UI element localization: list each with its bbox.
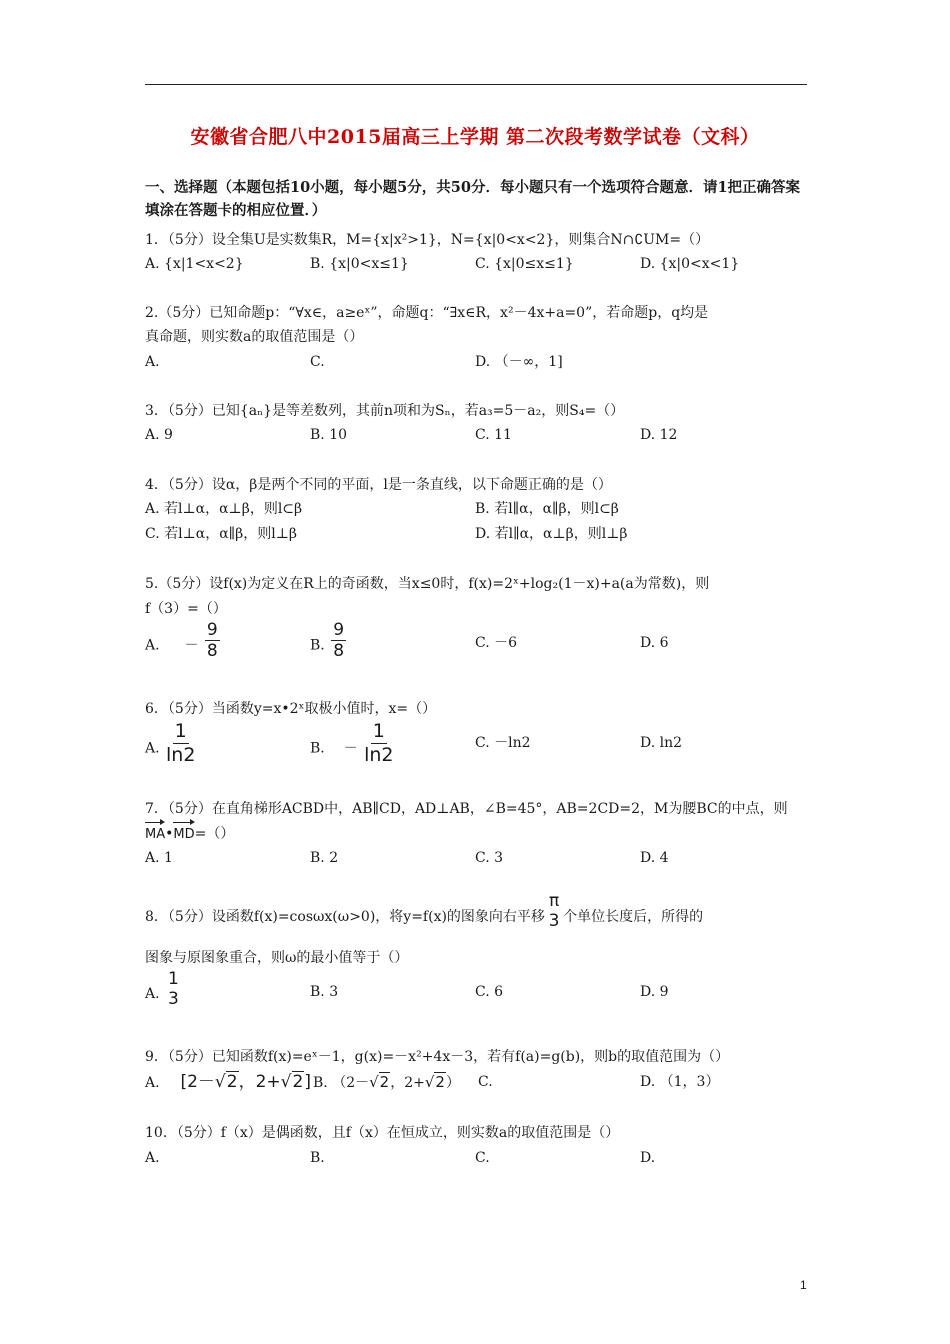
option-label: B. — [310, 740, 325, 757]
interval-b-right: ） — [445, 1075, 460, 1091]
option-a[interactable] — [145, 969, 183, 1009]
option-c[interactable]: C. {x|0≤x≤1} — [475, 256, 574, 272]
option-b[interactable]: B. 3 — [310, 984, 339, 1000]
question-10: 10．（5分）f（x）是偶函数，且f（x）在恒成立，则实数a的取值范围是（） — [145, 1125, 620, 1141]
option-d[interactable]: D. （－∞，1] — [475, 354, 563, 370]
question-6-options — [145, 720, 810, 766]
question-5-line-1: 5.（5分）设f(x)为定义在R上的奇函数，当x≤0时，f(x)=2ˣ+log₂(1－x)+a(a为常数)，则 — [145, 576, 710, 592]
option-b[interactable]: B. 若l∥α，α∥β，则l⊂β — [475, 501, 619, 517]
question-4: 4．（5分）设α，β是两个不同的平面，l是一条直线，以下命题正确的是（） — [145, 477, 612, 493]
fraction-pi-over-3 — [547, 892, 561, 930]
interval-b-mid: ，2+ — [390, 1075, 425, 1091]
numerator: 1 — [372, 720, 385, 742]
option-b[interactable]: B. {x|0<x≤1} — [310, 256, 409, 272]
denominator: 8 — [206, 641, 218, 661]
option-c[interactable]: C. — [475, 1150, 490, 1166]
dot-operator: • — [165, 826, 174, 842]
option-d[interactable]: D. — [640, 1150, 656, 1166]
sqrt-2: √2 — [369, 1073, 390, 1091]
option-c[interactable]: C. 11 — [475, 427, 512, 443]
question-1: 1．（5分）设全集U是实数集R，M={x|x²>1}，N={x|0<x<2}，则集合N∩∁UM=（） — [145, 232, 710, 248]
option-d[interactable]: D. 12 — [640, 427, 678, 443]
option-c[interactable]: C. 6 — [475, 984, 504, 1000]
denominator: 3 — [168, 989, 179, 1009]
option-a[interactable] — [145, 620, 222, 661]
question-2-line-2: 真命题，则实数a的取值范围是（） — [145, 329, 364, 345]
fraction — [166, 721, 195, 766]
question-3-options — [145, 423, 810, 447]
option-b[interactable] — [310, 620, 348, 661]
interval-mid: ，2+ — [238, 1072, 281, 1092]
question-5-options — [145, 620, 810, 661]
denominator: 3 — [548, 911, 560, 931]
numerator: 9 — [206, 620, 218, 640]
numerator: 1 — [174, 720, 187, 742]
numerator: 1 — [168, 969, 179, 989]
question-7-options — [145, 846, 810, 870]
option-a[interactable]: A. — [145, 354, 160, 370]
fraction — [331, 621, 346, 660]
option-a[interactable]: A. 1 — [145, 850, 173, 866]
question-9: 9．（5分）已知函数f(x)=eˣ－1，g(x)=－x²+4x－3，若有f(a)=g(b)，则b的取值范围为（） — [145, 1049, 730, 1065]
question-2-options — [145, 350, 810, 374]
fraction — [205, 621, 220, 660]
option-a[interactable]: A. — [145, 1150, 160, 1166]
question-10-options — [145, 1146, 810, 1170]
option-d[interactable]: D. 4 — [640, 850, 669, 866]
option-b[interactable]: B. 2 — [310, 850, 339, 866]
option-b[interactable]: B. 10 — [310, 427, 348, 443]
question-8-text-b: 个单位长度后，所得的 — [563, 909, 704, 925]
option-d[interactable]: D. （1，3） — [640, 1074, 720, 1090]
interval-b-left: B. （2－ — [313, 1075, 370, 1091]
option-label: A. — [145, 637, 160, 654]
page-title: 安徽省合肥八中2015届高三上学期 第二次段考数学试卷（文科） — [190, 126, 760, 148]
question-7-line-2 — [145, 822, 810, 847]
option-label: A. — [145, 740, 160, 757]
vector-ma: MA — [145, 823, 165, 847]
option-label: A. — [145, 1075, 160, 1091]
option-a[interactable] — [145, 1070, 311, 1095]
option-c[interactable]: C. — [310, 354, 325, 370]
question-4-options-row-1 — [145, 497, 810, 521]
radicand: 2 — [292, 1072, 304, 1092]
question-8-options — [145, 969, 810, 1009]
sqrt-2: √2 — [424, 1073, 445, 1091]
question-8-text-a: 8．（5分）设函数f(x)=cosωx(ω>0)，将y=f(x)的图象向右平移 — [145, 909, 545, 925]
numerator: 9 — [333, 620, 345, 640]
question-2-line-1: 2.（5分）已知命题p：“∀x∈，a≥eˣ”，命题q：“∃x∈R，x²－4x+a=0”，若命题p，q均是 — [145, 305, 709, 321]
radicand: 2 — [435, 1073, 445, 1091]
section-heading: 一、选择题（本题包括10小题，每小题5分，共50分．每小题只有一个选项符合题意．请1把正确答案填涂在答题卡的相应位置．） — [145, 179, 801, 219]
question-6: 6．（5分）当函数y=x•2ˣ取极小值时，x=（） — [145, 701, 437, 717]
option-label: A. — [145, 986, 160, 1002]
option-c[interactable]: C. 3 — [475, 850, 504, 866]
header-rule — [145, 84, 807, 85]
option-a[interactable]: A. 若l⊥α，α⊥β，则l⊂β — [145, 501, 303, 517]
question-7-tail: =（） — [194, 826, 235, 842]
numerator: π — [548, 891, 560, 911]
option-a[interactable]: A. {x|1<x<2} — [145, 256, 244, 272]
question-8-line-2: 图象与原图象重合，则ω的最小值等于（） — [145, 950, 409, 966]
option-a[interactable]: A. 9 — [145, 427, 173, 443]
question-3: 3．（5分）已知{aₙ}是等差数列，其前n项和为Sₙ，若a₃=5－a₂，则S₄=（） — [145, 403, 625, 419]
option-d[interactable]: D. 9 — [640, 984, 669, 1000]
question-1-options — [145, 252, 810, 276]
question-7-line-1: 7．（5分）在直角梯形ACBD中，AB∥CD，AD⊥AB，∠B=45°，AB=2CD=2，M为腰BC的中点，则 — [145, 801, 788, 817]
fraction — [364, 721, 393, 766]
option-c[interactable]: C. －6 — [475, 635, 518, 651]
denominator: ln2 — [364, 744, 394, 766]
interval-left: [2－ — [180, 1072, 215, 1092]
vector-md: MD — [173, 823, 194, 847]
option-c[interactable]: C. — [478, 1074, 493, 1090]
option-a[interactable] — [145, 720, 197, 766]
option-d[interactable]: D. {x|0<x<1} — [640, 256, 740, 272]
radicand: 2 — [226, 1072, 238, 1092]
option-c[interactable]: C. －ln2 — [475, 735, 531, 751]
question-8-line-1 — [145, 891, 810, 931]
denominator: ln2 — [166, 744, 196, 766]
option-b[interactable]: B. — [310, 1150, 325, 1166]
option-d[interactable]: D. ln2 — [640, 735, 683, 751]
interval-a: [2－√2，2+√2] — [180, 1072, 311, 1092]
minus-sign: － — [343, 740, 358, 757]
question-5-line-2: f（3）=（） — [145, 601, 227, 617]
page-number: 1 — [800, 1278, 807, 1292]
option-d[interactable]: D. 若l∥α，α⊥β，则l⊥β — [475, 526, 628, 542]
radicand: 2 — [379, 1073, 390, 1091]
minus-sign: － — [184, 637, 199, 654]
option-b[interactable] — [310, 720, 396, 766]
question-9-options — [145, 1070, 810, 1094]
denominator: 8 — [333, 641, 345, 661]
option-b[interactable] — [313, 1070, 460, 1095]
option-d[interactable]: D. 6 — [640, 635, 669, 651]
option-label: B. — [310, 637, 325, 654]
fraction — [166, 970, 181, 1008]
interval-right: ] — [304, 1072, 311, 1092]
option-c[interactable]: C. 若l⊥α，α∥β，则l⊥β — [145, 526, 297, 542]
question-4-options-row-2 — [145, 522, 810, 546]
